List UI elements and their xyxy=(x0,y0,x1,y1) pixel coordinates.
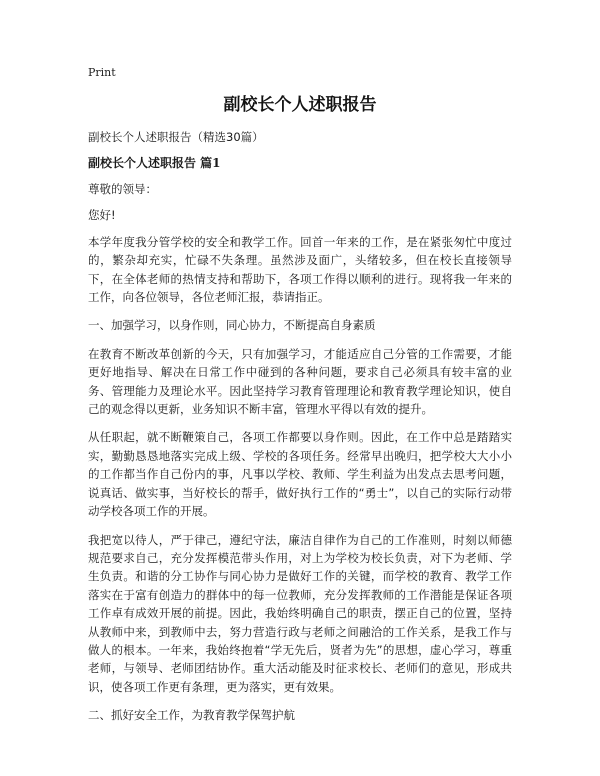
paragraph-example: 从任职起，就不断鞭策自己，各项工作都要以身作则。因此，在工作中总是踏踏实实，勤勤恳恳地落实完成上级、学校的各项任务。经常早出晚归，把学校大大小小的工作都当作自己份内的事，凡事以学校、教师、学生利益为出发点去思考问题，说真话、做实事，当好校长的帮手，做好执行工作的“勇士”，以自己的实际行动带动学校各项工作的开展。 xyxy=(88,430,512,519)
heading-one: 一、加强学习，以身作则，同心协力，不断提高自身素质 xyxy=(88,318,376,333)
paragraph-intro: 本学年度我分管学校的安全和教学工作。回首一年来的工作，是在紧张匆忙中度过的，繁杂却充实，忙碌不失条理。虽然涉及面广，头绪较多，但在校长直接领导下，在全体老师的热情支持和帮助下，各项工作得以顺利的进行。现将我一年来的工作，向各位领导，各位老师汇报，恭请指正。 xyxy=(88,234,512,305)
document-subtitle: 副校长个人述职报告（精选30篇） xyxy=(88,130,264,144)
paragraph-conduct: 我把宽以待人，严于律己，遵纪守法，廉洁自律作为自己的工作准则，时刻以师德规范要求自己，充分发挥模范带头作用，对上为学校为校长负责，对下为老师、学生负责。和谐的分工协作与同心协力是做好工作的关键，而学校的教育、教学工作落实在于富有创造力的群体中的每一位教师，充分发挥教师的工作潜能是保证各项工作卓有成效开展的前提。因此，我始终明确自己的职责，摆正自己的位置，坚持从教师中来，到教师中去，努力营造行政与老师之间融洽的工作关系，是我工作与做人的根本。一年来，我始终抱着“学无先后，贤者为先”的思想，虚心学习，尊重老师，与领导、老师团结协作。重大活动能及时征求校长、老师们的意见，形成共识，使各项工作更有条理，更为落实，更有效果。 xyxy=(88,532,512,694)
heading-two: 二、抓好安全工作，为教育教学保驾护航 xyxy=(88,708,295,723)
salutation: 尊敬的领导： xyxy=(88,182,157,196)
section-heading: 副校长个人述职报告 篇1 xyxy=(88,156,221,170)
page-title: 副校长个人述职报告 xyxy=(223,95,377,115)
print-link[interactable]: Print xyxy=(88,66,116,79)
paragraph-study: 在教育不断改革创新的今天，只有加强学习，才能适应自己分管的工作需要，才能更好地指导、解决在日常工作中碰到的各种问题，要求自己必须具有较丰富的业务、管理能力及理论水平。因此坚持学习教育管理理论和教育教学理论知识，使自己的观念得以更新，业务知识不断丰富，管理水平得以有效的提升。 xyxy=(88,346,512,417)
greeting: 您好! xyxy=(88,208,116,223)
